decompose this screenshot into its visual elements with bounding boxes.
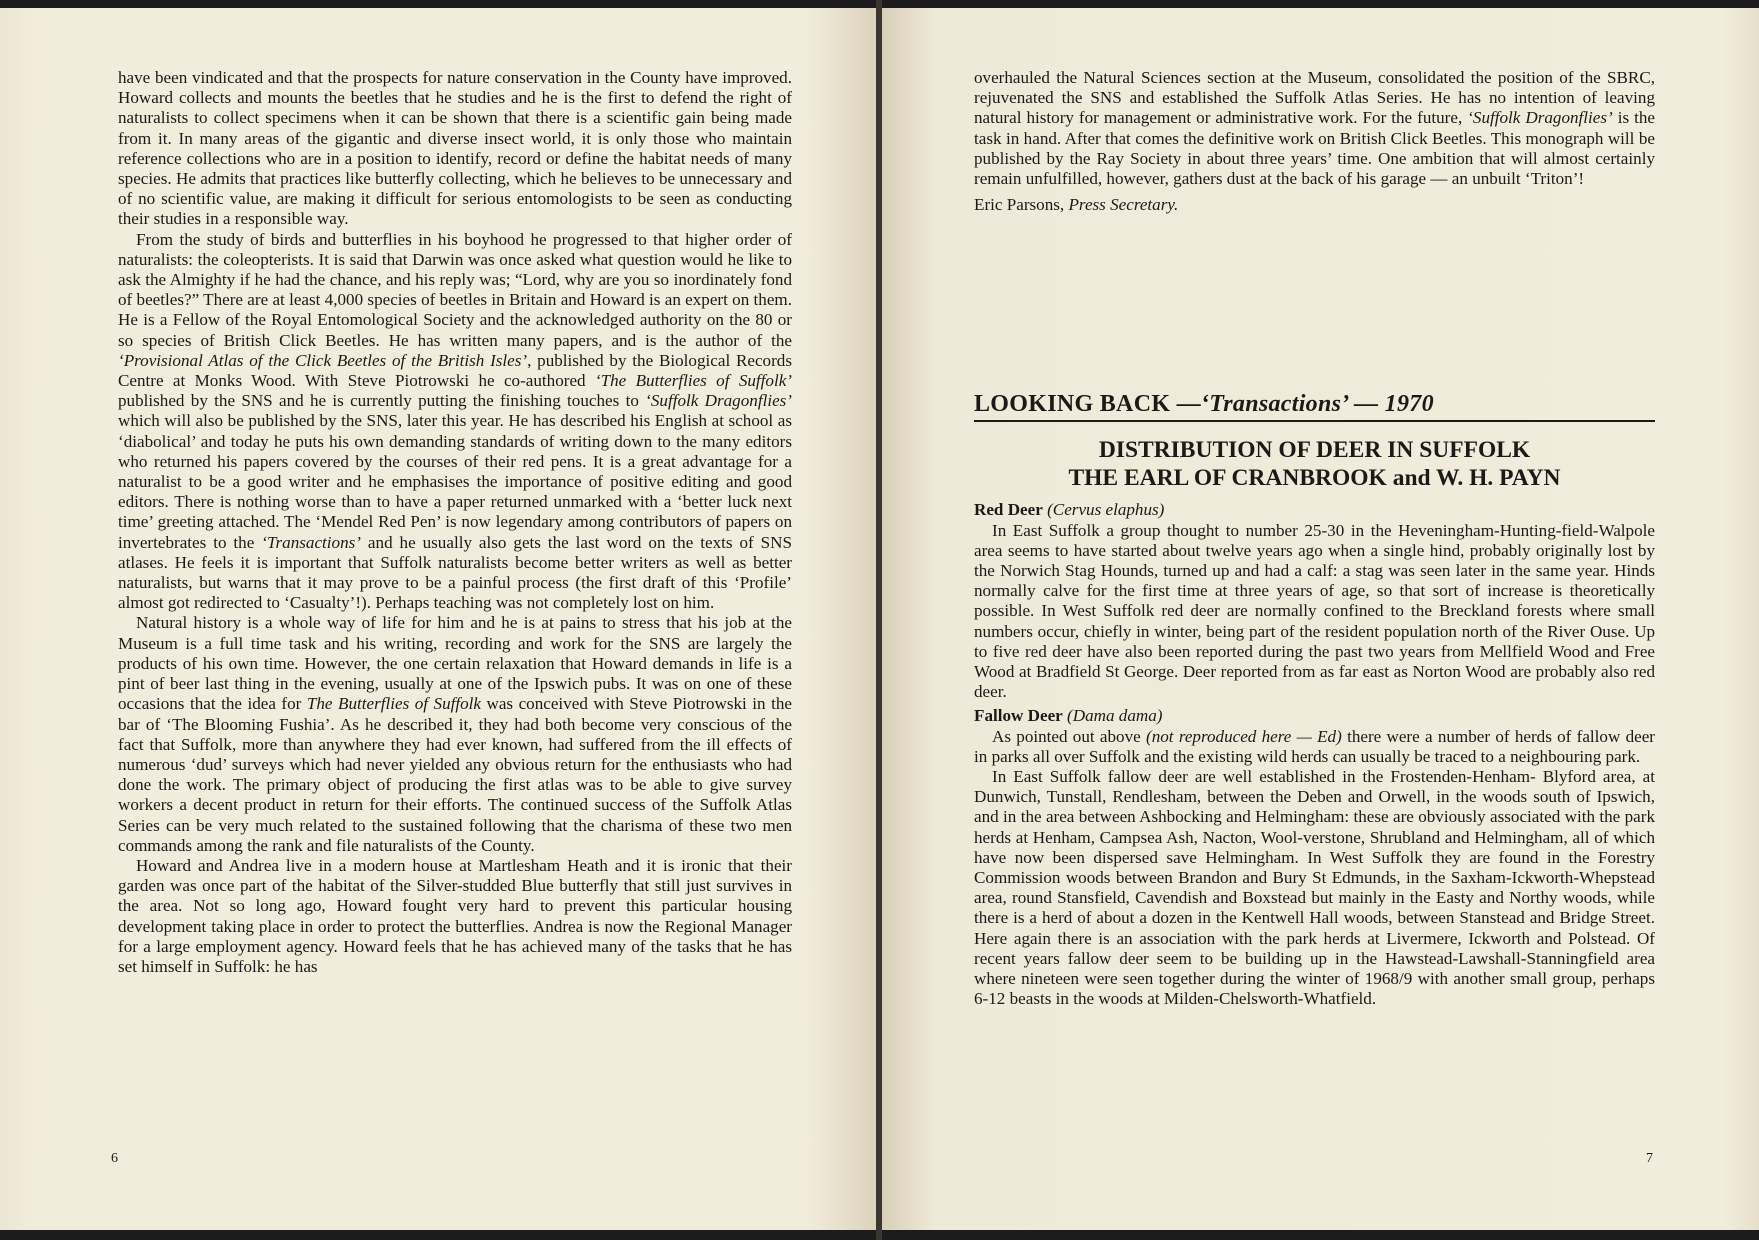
paragraph [118, 856, 792, 977]
paragraph [974, 68, 1655, 189]
left-page-text [118, 68, 792, 977]
text-run: there were a number of herds of fallow deer in parks all over Suffolk and the existing wild herds can usually be traced to a neighbouring park. [974, 726, 1655, 766]
text-run: , published by the Biological Records Centre at Monks Wood. With Steve Piotrowski he co-authored [118, 350, 792, 391]
text-run: Howard and Andrea live in a modern house at Martlesham Heath and it is ironic that their garden was once part of the habitat of the Silver-studded Blue butterfly that still just survives in the area. Not so long ago, Howard fought very hard to prevent this particular housing development taking place in order to protect the butterflies. Andrea is now the Regional Manager for a large employment agency. Howard feels that he has achieved many of the tasks that he has set himself in Suffolk: he has [118, 855, 792, 976]
text-run: published by the SNS and he is currently putting the finishing touches to [118, 391, 646, 411]
fallow-deer-heading [974, 706, 1655, 726]
text-run: was conceived with Steve Piotrowski in the bar of ‘The Blooming Fushia’. As he described it, they had both become very conscious of the fact that Suffolk, more than anywhere they had ever known, had suffered from the ill effects of numerous ‘dud’ surveys which had never yielded any obvious return for the enthusiasts who had done the work. The primary object of producing the first atlas was to be able to give survey workers a decent product in return for their efforts. The continued success of the Suffolk Atlas Series can be very much related to the sustained following that the charisma of these two men commands among the rank and file naturalists of the County. [118, 694, 792, 855]
text-run: In East Suffolk fallow deer are well established in the Frostenden-Henham- Blyford area, at Dunwich, Tunstall, Rendlesham, between the Deben and Orwell, in the woods south of Ipswich, and in the area between Ashbocking and Helmingham: these are obviously associated with the park herds at Henham, Campsea Ash, Nacton, Wool-verstone, Shrubland and Helmingham, all of which have now been dispersed save Helmingham. In West Suffolk they are found in the Forestry Commission woods between Brandon and Bury St Edmunds, in the Saxham-Ickworth-Whepstead area, round Stansfield, Cavendish and Boxstead but mainly in the Easty and Northy woods, while there is a herd of about a dozen in the Kentwell Hall woods, between Stanstead and Bridge Street. Here again there is an association with the park herds at Livermere, Ickworth and Polstead. Of recent years fallow deer seem to be building up in the Hawstead-Lawshall-Stanningfield area where nineteen were seen together during the winter of 1968/9 with another small group, perhaps 6-12 beasts in the woods at Milden-Chelsworth-Whatfield. [974, 767, 1655, 1009]
text-run: have been vindicated and that the prospects for nature conservation in the County have improved. Howard collects and mounts the beetles that he studies and he is the first to defend the right of naturalists to collect specimens when it can be shown that there is a scientific gain being made from it. In many areas of the gigantic and diverse insect world, it is only those who maintain reference collections who are in a position to identify, record or define the habitat needs of many species. He admits that practices like butterfly collecting, which he believes to be unnecessary and of no scientific value, are making it difficult for serious entomologists to be seen as conducting their studies in a responsible way. [118, 68, 792, 229]
text-run: As pointed out above [992, 726, 1147, 746]
text-run: In East Suffolk a group thought to number 25-30 in the Heveningham-Hunting-field-Walpole area seems to have started about twelve years ago when a single hind, probably originally lost by the Norwich Stag Hounds, turned up and had a calf: a stag was seen later in the same year. Hinds normally calve for the first time at three years of age, so that sort of increase is theoretically possible. In West Suffolk red deer are normally confined to the Breckland forests where small numbers occur, chiefly in winter, being part of the resident population north of the River Ouse. Up to five red deer have also been reported during the past two years from Mellfield Wood and Free Wood at Bradfield St George. Deer reported from as far east as Norton Wood are probably also red deer. [974, 520, 1655, 702]
red-deer-heading [974, 500, 1655, 520]
paragraph [974, 521, 1655, 703]
italic-text: ‘Transactions’ [261, 532, 361, 552]
text-run: From the study of birds and butterflies in his boyhood he progressed to that higher order of naturalists: the coleopterists. It is said that Darwin was once asked what question would he like to ask the Almighty if he had the chance, and his reply was; “Lord, why are you so inordinately fond of beetles?” There are at least 4,000 species of beetles in Britain and Howard is an expert on them. He is a Fellow of the Royal Entomological Society and the acknowledged authority on the 80 or so species of British Click Beetles. He has written many papers, and is the author of the [118, 229, 792, 350]
italic-text: The Butterflies of Suffolk [306, 694, 481, 714]
red-deer-title: Red Deer [974, 500, 1043, 520]
fallow-deer-title: Fallow Deer [974, 706, 1063, 726]
section-heading [974, 389, 1655, 422]
text-run: overhauled the Natural Sciences section at the Museum, consolidated the position of the SBRC, rejuvenated the SNS and established the Suffolk Atlas Series. He has no intention of leaving natural history for management or administrative work. For the future, [974, 68, 1655, 128]
text-run: and he usually also gets the last word on the texts of SNS atlases. He feels it is important that Suffolk naturalists become better writers as well as better naturalists, but warns that it may prove to be a painful process (the first draft of this ‘Profile’ almost got redirected to ‘Casualty’!). Perhaps teaching was not completely lost on him. [118, 532, 792, 613]
left-page [0, 8, 876, 1230]
section-heading-plain: LOOKING BACK — [974, 391, 1201, 418]
section-heading-italic: ‘Transactions’ — 1970 [1200, 391, 1434, 418]
paragraph [974, 727, 1655, 767]
article-title [974, 436, 1655, 492]
red-deer-body [974, 521, 1655, 703]
article-title-line-1: DISTRIBUTION OF DEER IN SUFFOLK [1098, 437, 1531, 464]
text-run: Natural history is a whole way of life for him and he is at pains to stress that his job at the Museum is a full time task and his writing, recording and work for the SNS are largely the products of his own time. However, the one certain relaxation that Howard demands in life is a pint of beer last thing in the evening, usually at one of the Ipswich pubs. It was on one of these occasions that the idea for [118, 613, 792, 714]
paragraph [974, 767, 1655, 1009]
author-signature [974, 195, 1655, 215]
profile-ending [974, 68, 1655, 189]
right-page-text [974, 68, 1655, 1010]
fallow-deer-body [974, 727, 1655, 1010]
signature-name: Eric Parsons, [974, 195, 1065, 215]
paragraph [118, 613, 792, 855]
page-number-right: 7 [1646, 1151, 1653, 1166]
paragraph [118, 68, 792, 230]
italic-text: ‘Provisional Atlas of the Click Beetles of the British Isles’ [118, 350, 528, 370]
italic-text: (not reproduced here — Ed) [1146, 726, 1342, 746]
fallow-deer-latin: (Dama dama) [1067, 706, 1163, 726]
article-title-line-2: THE EARL OF CRANBROOK and W. H. PAYN [1068, 465, 1561, 492]
right-page [882, 8, 1759, 1230]
signature-role: Press Secretary. [1068, 195, 1179, 215]
italic-text: ‘Suffolk Dragonflies’ [1467, 108, 1613, 128]
page-number-left: 6 [111, 1151, 118, 1166]
text-run: is the task in hand. After that comes the definitive work on British Click Beetles. This monograph will be published by the Ray Society in about three years’ time. One ambition that will almost certainly remain unfulfilled, however, gathers dust at the back of his garage — an unbuilt ‘Triton’! [974, 108, 1655, 189]
red-deer-latin: (Cervus elaphus) [1047, 500, 1165, 520]
paragraph [118, 230, 792, 614]
italic-text: ‘Suffolk Dragonflies’ [645, 391, 792, 411]
text-run: which will also be published by the SNS, later this year. He has described his English at school as ‘diabolical’ and today he puts his own demanding standards of writing down to the many editors who returned his papers covered by the courses of their red pens. It is a great advantage for a naturalist to be a good writer and he emphasises the importance of positive editing and good editors. There is nothing worse than to have a paper returned unmarked with a ‘better luck next time’ greeting attached. The ‘Mendel Red Pen’ is now legendary among contributors of papers on invertebrates to the [118, 411, 792, 552]
italic-text: ‘The Butterflies of Suffolk’ [594, 371, 792, 391]
